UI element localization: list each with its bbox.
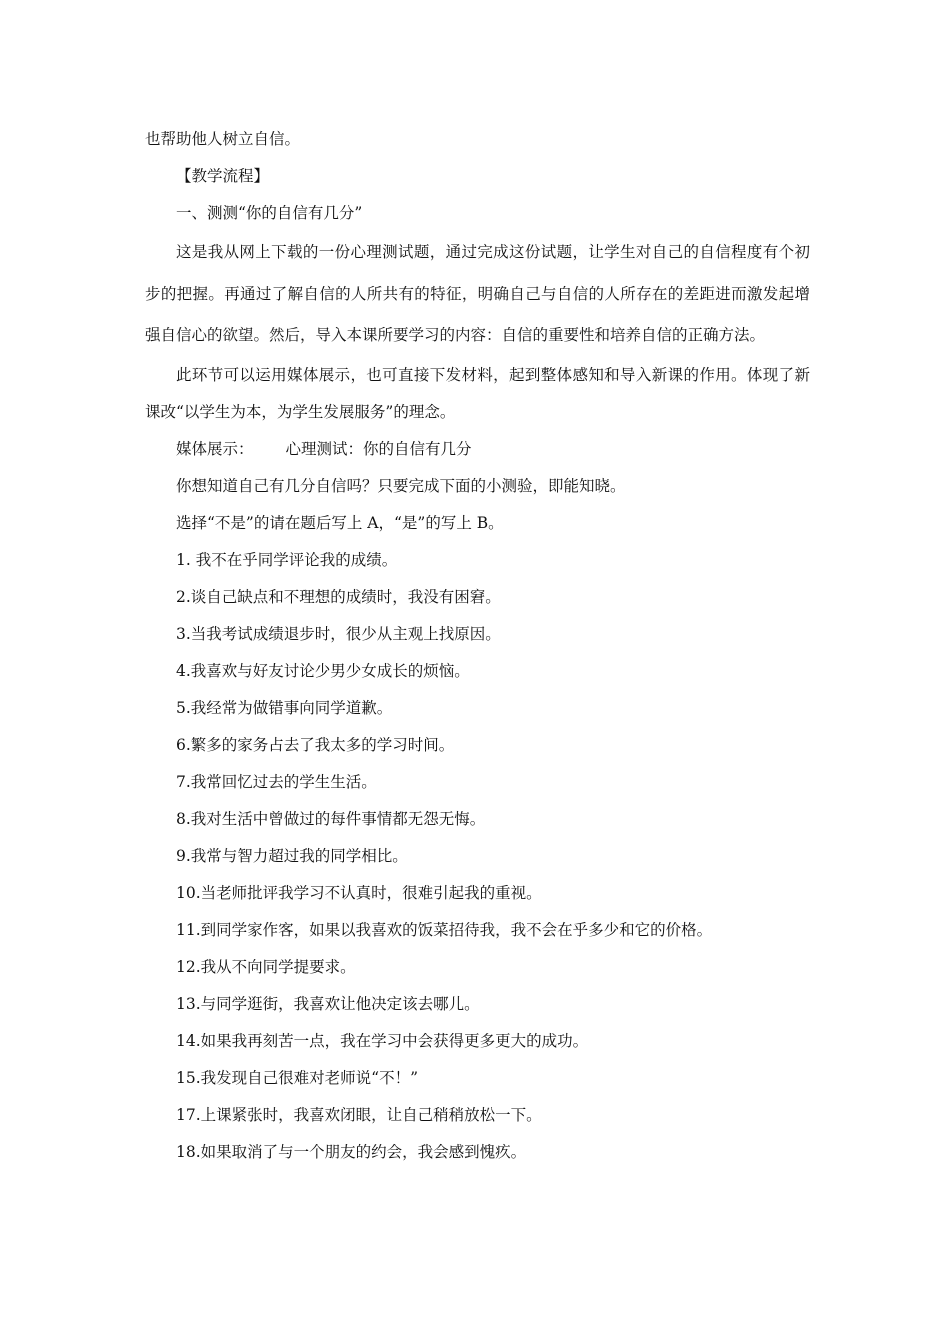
list-item: 14.如果我再刻苦一点，我在学习中会获得更多更大的成功。 bbox=[176, 1031, 589, 1050]
list-item: 18.如果取消了与一个朋友的约会，我会感到愧疚。 bbox=[176, 1142, 527, 1161]
document-body bbox=[145, 121, 810, 1171]
section-heading: 【教学流程】 bbox=[176, 167, 270, 185]
list-item: 11.到同学家作客，如果以我喜欢的饭菜招待我，我不会在乎多少和它的价格。 bbox=[176, 920, 713, 939]
list-item: 9.我常与智力超过我的同学相比。 bbox=[176, 846, 408, 865]
paragraph-1: 这是我从网上下载的一份心理测试题，通过完成这份试题，让学生对自己的自信程度有个初步的把握。再通过了解自信的人所共有的特征，明确自己与自信的人所存在的差距进而激发起增强自信心的欲望。然后，导入本课所要学习的内容：自信的重要性和培养自信的正确方法。 bbox=[145, 243, 810, 344]
list-item: 15.我发现自己很难对老师说“不！” bbox=[176, 1068, 418, 1087]
media-title: 心理测试：你的自信有几分 bbox=[285, 439, 472, 458]
media-line bbox=[145, 431, 810, 468]
list-item: 8.我对生活中曾做过的每件事情都无怨无悔。 bbox=[176, 809, 486, 828]
list-item: 1. 我不在乎同学评论我的成绩。 bbox=[176, 550, 398, 569]
list-item: 7.我常回忆过去的学生生活。 bbox=[176, 772, 377, 791]
list-item: 12.我从不向同学提要求。 bbox=[176, 957, 356, 976]
list-item: 17.上课紧张时，我喜欢闭眼，让自己稍稍放松一下。 bbox=[176, 1105, 542, 1124]
list-item: 6.繁多的家务占去了我太多的学习时间。 bbox=[176, 735, 455, 754]
list-item: 5.我经常为做错事向同学道歉。 bbox=[176, 698, 393, 717]
list-item: 13.与同学逛街，我喜欢让他决定该去哪儿。 bbox=[176, 994, 480, 1013]
instructions: 选择“不是”的请在题后写上 A，“是”的写上 B。 bbox=[176, 513, 504, 532]
paragraph-2: 此环节可以运用媒体展示，也可直接下发材料，起到整体感知和导入新课的作用。体现了新课改“以学生为本，为学生发展服务”的理念。 bbox=[145, 365, 810, 421]
list-item: 4.我喜欢与好友讨论少男少女成长的烦恼。 bbox=[176, 661, 470, 680]
media-label: 媒体展示： bbox=[176, 439, 254, 458]
list-item: 2.谈自己缺点和不理想的成绩时，我没有困窘。 bbox=[176, 587, 501, 606]
list-item: 3.当我考试成绩退步时，很少从主观上找原因。 bbox=[176, 624, 501, 643]
subheading: 一、测测“你的自信有几分” bbox=[176, 204, 363, 222]
intro-tail-text: 也帮助他人树立自信。 bbox=[145, 130, 301, 148]
question-intro: 你想知道自己有几分自信吗？只要完成下面的小测验，即能知晓。 bbox=[176, 476, 626, 495]
list-item: 10.当老师批评我学习不认真时，很难引起我的重视。 bbox=[176, 883, 542, 902]
